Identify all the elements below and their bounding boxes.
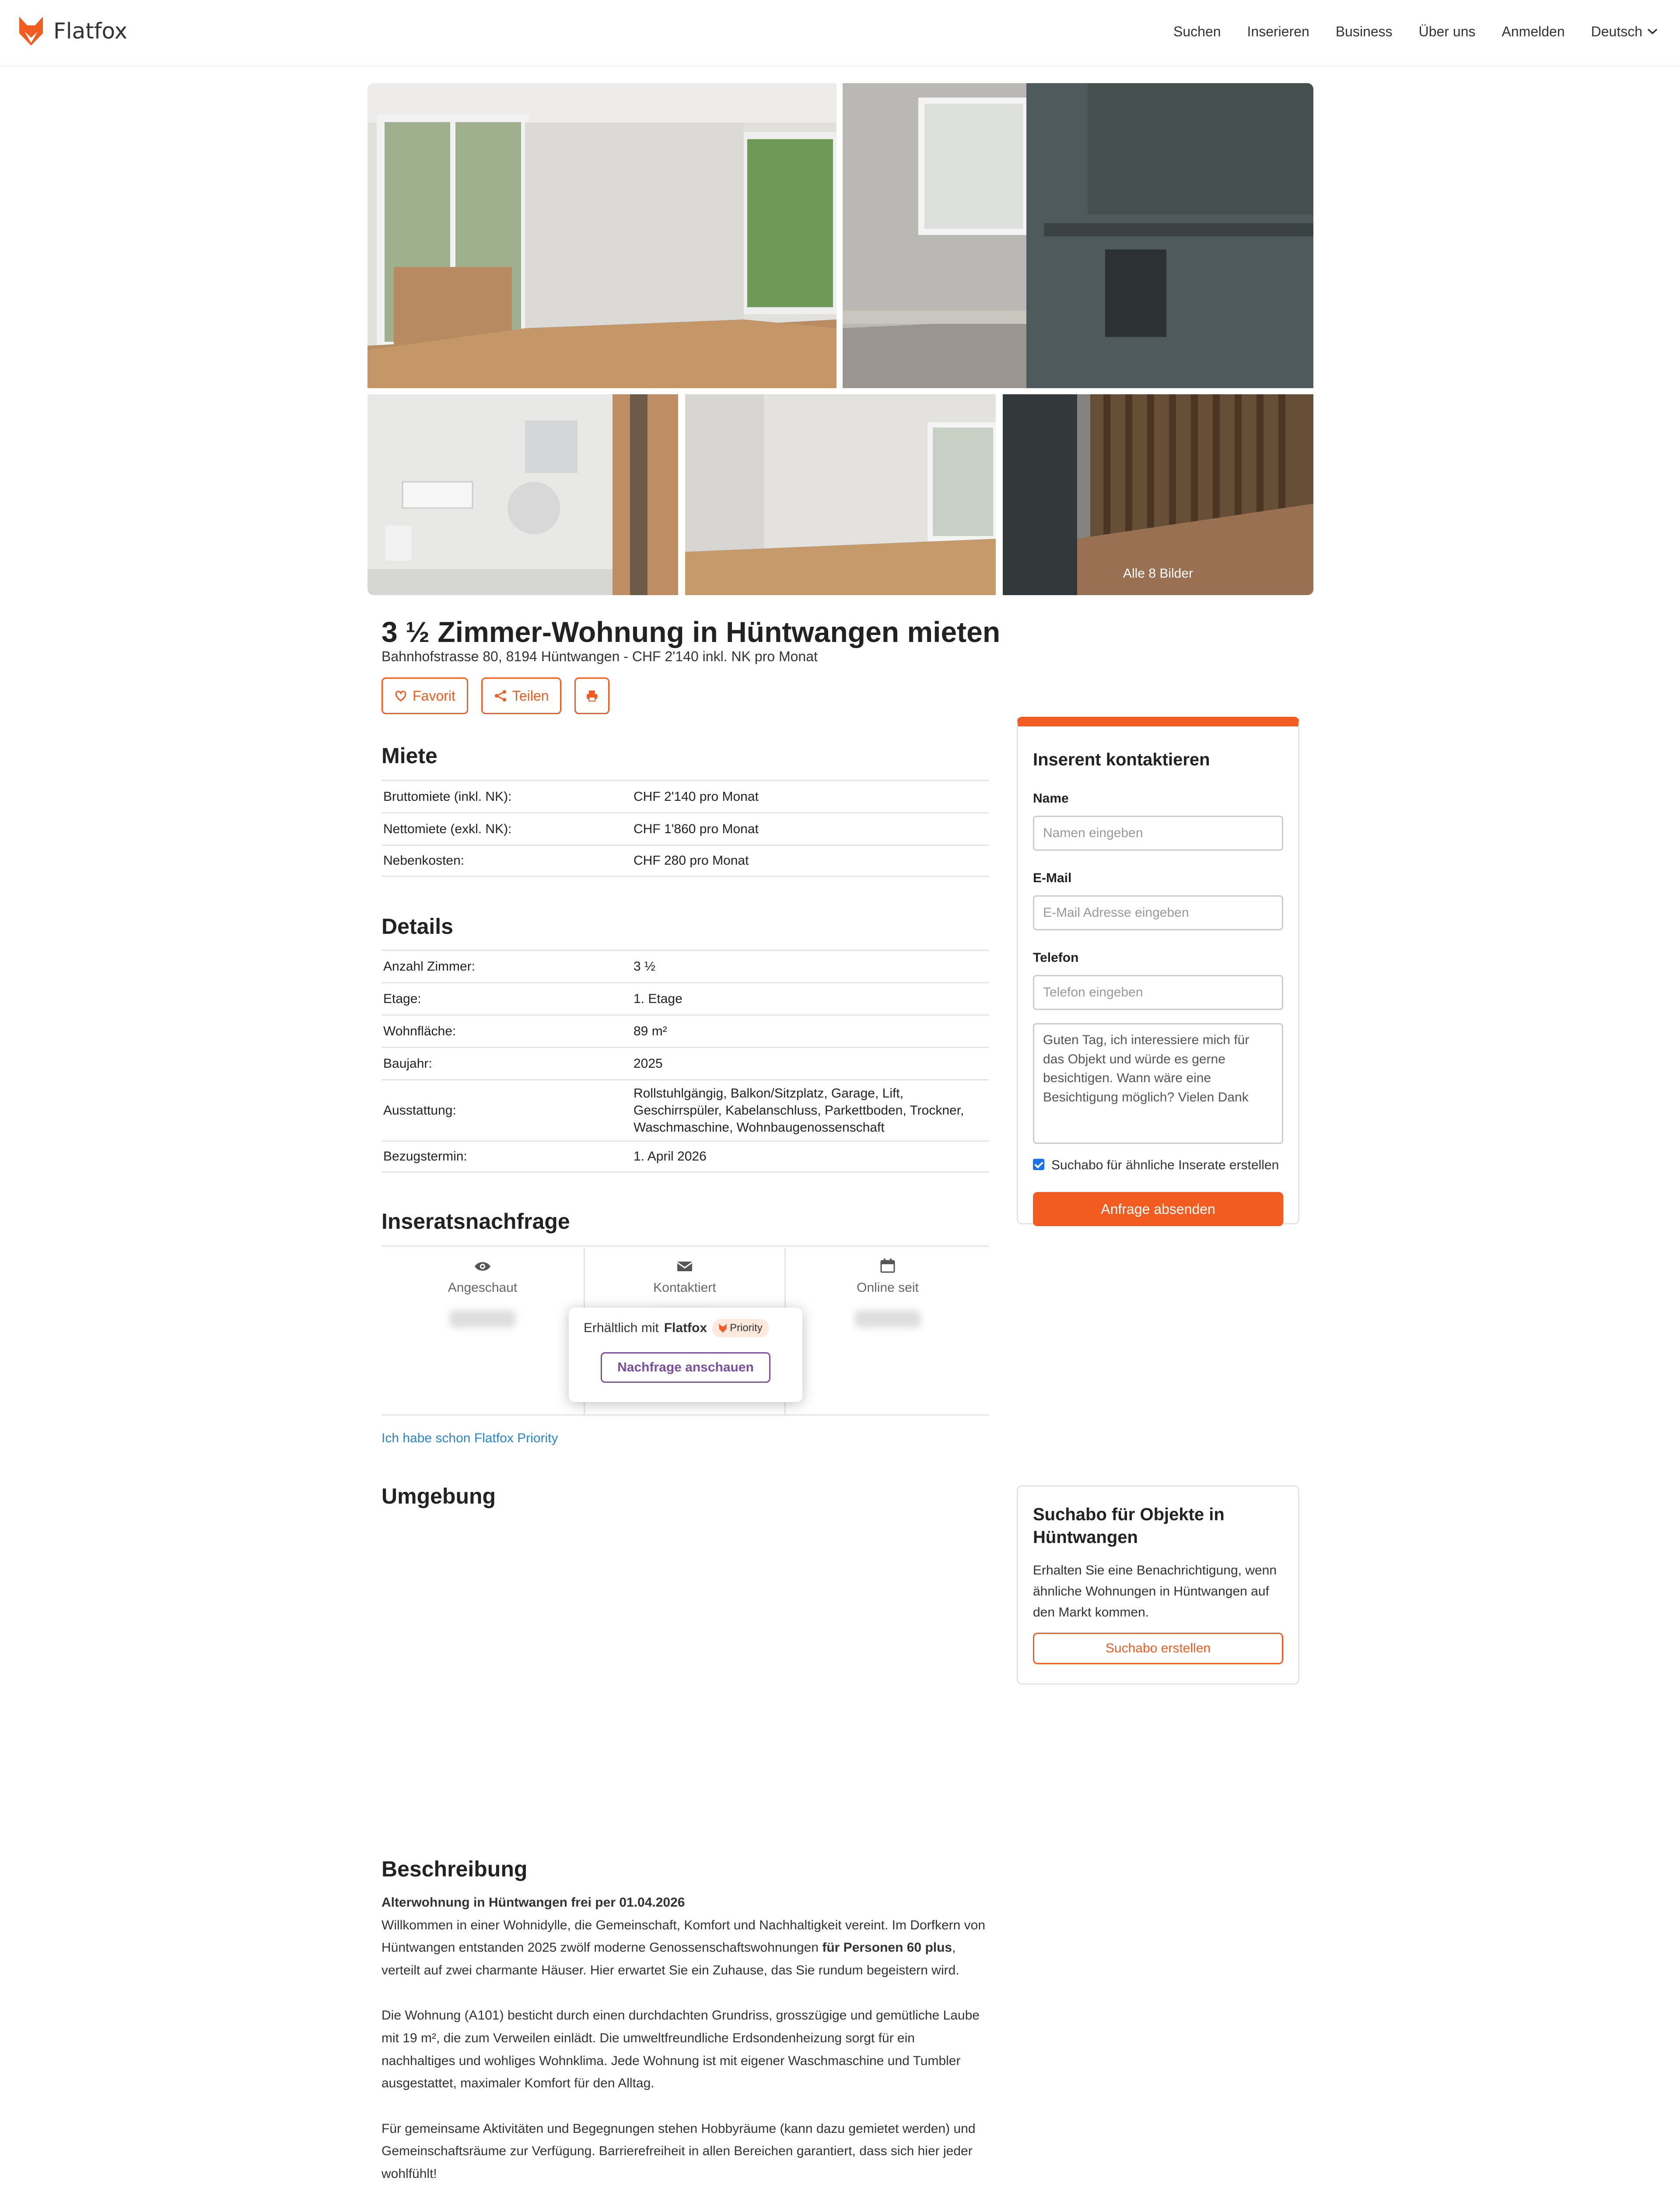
email-input[interactable]: E-Mail Adresse eingeben [1033,895,1283,930]
row-value: 1. April 2026 [634,1149,707,1164]
table-row [382,812,989,845]
share-icon [494,689,507,702]
row-key: Ausstattung: [383,1103,456,1118]
listing-subtitle: Bahnhofstrasse 80, 8194 Hüntwangen - CHF 2'140 inkl. NK pro Monat [382,649,818,664]
row-value: CHF 2'140 pro Monat [634,789,759,804]
row-key: Bruttomiete (inkl. NK): [383,789,512,804]
photo-living-room[interactable] [368,83,836,388]
checkbox-label: Suchabo für ähnliche Inserate erstellen [1051,1158,1279,1172]
email-label: E-Mail [1033,871,1072,885]
row-value: 89 m² [634,1024,667,1038]
rent-table [382,780,989,877]
send-request-button[interactable]: Anfrage absenden [1033,1192,1283,1226]
demand-heading: Inseratsnachfrage [382,1209,570,1234]
description-lead: Alterwohnung in Hüntwangen frei per 01.04.2026 [382,1895,685,1910]
share-label: Teilen [512,687,549,704]
message-textarea[interactable]: Guten Tag, ich interessiere mich für das Objekt und würde es gerne besichtigen. Wann wäre eine Besichtigung möglich? Vielen Dank [1033,1023,1283,1144]
rent-heading: Miete [382,743,438,768]
listing-title: 3 ½ Zimmer-Wohnung in Hüntwangen mieten [382,616,1001,648]
contact-form [1017,717,1299,1224]
share-button[interactable] [481,677,562,714]
table-row [382,845,989,877]
nav-anmelden[interactable]: Anmelden [1502,24,1565,39]
priority-link[interactable]: Ich habe schon Flatfox Priority [382,1431,558,1445]
popup-brand: Flatfox [664,1321,707,1335]
nav-inserieren[interactable]: Inserieren [1247,24,1309,39]
description-paragraph: Willkommen in einer Wohnidylle, die Gemeinschaft, Komfort und Nachhaltigkeit vereint. Im Dorfkern von Hüntwangen entstanden 2025 zwölf moderne Genossenschaftswohnungen [382,1918,986,1955]
language-switcher[interactable] [1591,22,1658,42]
suchabo-box [1017,1485,1299,1685]
photo-bedroom[interactable] [685,394,996,595]
favorite-button[interactable] [382,677,468,714]
blurred-value [855,1310,920,1328]
favorite-label: Favorit [413,687,455,704]
row-key: Etage: [383,991,421,1006]
table-row [382,950,989,982]
action-buttons [382,677,609,714]
main-nav [1173,22,1658,42]
suchabo-checkbox[interactable] [1033,1159,1044,1170]
blurred-value [450,1310,515,1328]
row-value: CHF 280 pro Monat [634,853,749,868]
row-key: Wohnfläche: [383,1024,456,1038]
divider [382,1245,989,1247]
photo-gallery [368,83,1313,595]
fox-icon [718,1323,727,1333]
description-heading: Beschreibung [382,1857,528,1881]
description-paragraph: Die Wohnung (A101) besticht durch einen durchdachten Grundriss, grosszügige und gemütliche Laube mit 19 m², die zum Verweilen einlädt. Die umweltfreundliche Erdsondenheizung sorgt für ein nachhaltiges und wohliges Wohnklima. Jede Wohnung ist mit eigener Waschmaschine und Tumbler ausgestattet, maximaler Komfort für den Alltag. [382,2008,980,2091]
divider [382,1414,989,1416]
suchabo-checkbox-row[interactable] [1033,1156,1283,1175]
surroundings-heading: Umgebung [382,1484,496,1508]
table-row [382,1079,989,1140]
photo-kitchen[interactable] [843,83,1313,388]
stat-online-since [787,1248,989,1414]
name-input[interactable]: Namen eingeben [1033,816,1283,851]
details-table [382,950,989,1173]
row-key: Nettomiete (exkl. NK): [383,821,512,836]
row-value: CHF 1'860 pro Monat [634,821,759,836]
stat-label: Online seit [857,1280,919,1295]
row-key: Nebenkosten: [383,853,465,868]
table-row [382,982,989,1014]
print-icon [585,689,598,702]
description-paragraph: Für gemeinsame Aktivitäten und Begegnungen stehen Hobbyräume (kann dazu gemietet werden) und Gemeinschaftsräume zur Verfügung. Barrierefreiheit in allen Bereichen garantiert, dass sich hier jeder wohlfühlt! [382,2121,976,2181]
photo-bathroom[interactable] [368,394,678,595]
stat-label: Kontaktiert [653,1280,716,1295]
brand-name: Flatfox [53,18,128,44]
row-value: Rollstuhlgängig, Balkon/Sitzplatz, Garage, Lift, Geschirrspüler, Kabelanschluss, Parkettboden, Trockner, Waschmaschine, Wohnbaugenossenschaft [634,1086,964,1135]
print-button[interactable] [574,677,609,714]
row-key: Baujahr: [383,1056,432,1071]
create-suchabo-button[interactable]: Suchabo erstellen [1033,1633,1283,1664]
suchabo-text: Erhalten Sie eine Benachrichtigung, wenn ähnliche Wohnungen in Hüntwangen auf den Markt kommen. [1033,1563,1277,1620]
row-value: 1. Etage [634,991,682,1006]
details-heading: Details [382,914,453,939]
stat-label: Angeschaut [448,1280,518,1295]
table-row [382,1014,989,1047]
eye-icon [474,1260,491,1273]
row-key: Anzahl Zimmer: [383,959,476,974]
priority-popup [569,1308,802,1402]
stat-viewed [382,1248,584,1414]
nav-ueber-uns[interactable]: Über uns [1418,24,1476,39]
priority-badge: Priority [712,1319,769,1337]
popup-text: Erhältlich mit [584,1321,659,1335]
brand-logo[interactable] [18,16,127,46]
mail-icon [676,1260,693,1273]
table-row [382,780,989,812]
nav-business[interactable]: Business [1335,24,1393,39]
phone-label: Telefon [1033,950,1079,965]
table-row [382,1140,989,1173]
chevron-down-icon [1647,28,1658,35]
heart-icon [394,690,407,702]
view-demand-button[interactable]: Nachfrage anschauen [601,1352,770,1383]
suchabo-heading: Suchabo für Objekte in Hüntwangen [1033,1505,1225,1547]
description-bold: für Personen 60 plus [822,1940,952,1955]
name-label: Name [1033,791,1069,806]
fox-icon [18,16,45,46]
site-header [0,0,1680,67]
nav-suchen[interactable]: Suchen [1173,24,1221,39]
row-value: 2025 [634,1056,663,1071]
row-value: 3 ½ [634,959,656,974]
description-text [382,1891,990,2188]
row-key: Bezugstermin: [383,1149,467,1164]
table-row [382,1047,989,1079]
contact-heading: Inserent kontaktieren [1033,750,1210,769]
phone-input[interactable]: Telefon eingeben [1033,975,1283,1010]
description-paragraph: , verteilt auf zwei charmante Häuser. Hier erwartet Sie ein Zuhause, das Sie rundum begeistern wird. [382,1940,959,1978]
language-label: Deutsch [1591,24,1642,39]
calendar-icon [880,1258,896,1273]
all-photos-link[interactable]: Alle 8 Bilder [1123,566,1194,581]
